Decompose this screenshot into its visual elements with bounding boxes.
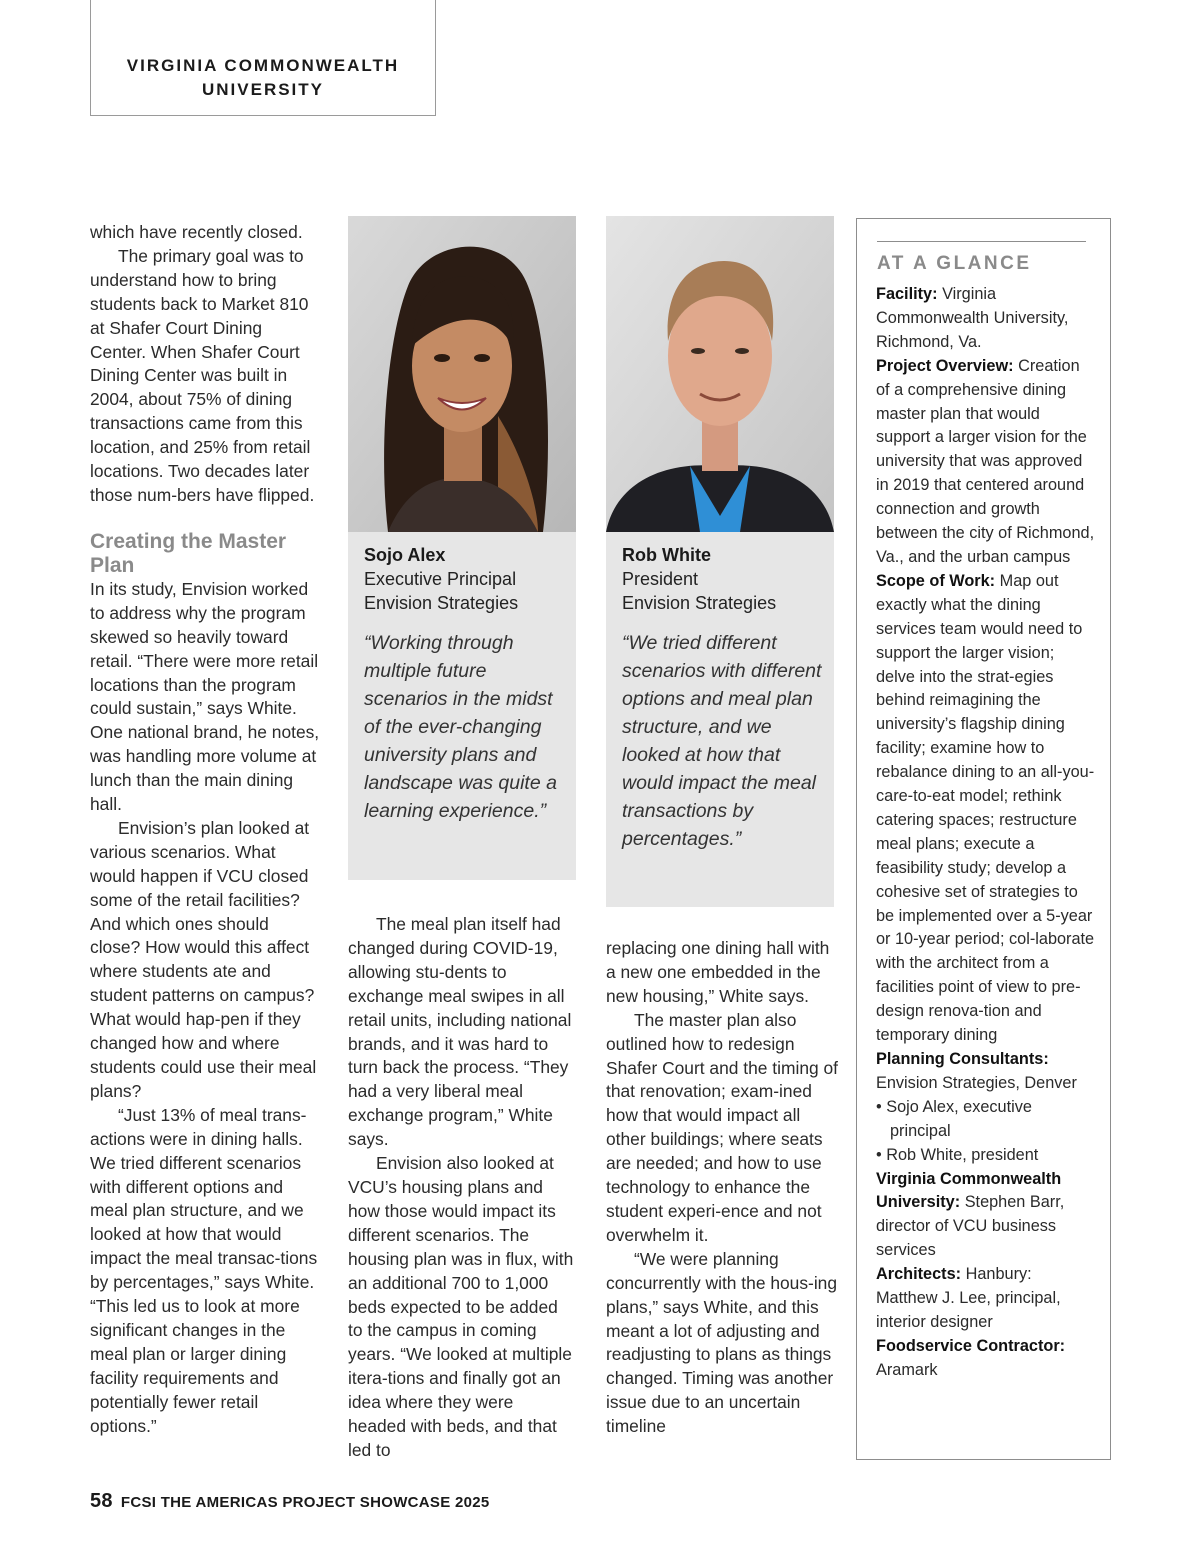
col2-paragraph-1: The meal plan itself had changed during COVID-19, allowing stu-dents to exchange meal swipes in all retail units, including national brands, and it was hard to turn back the process. “They had a very liberal meal exchange program,” White says. (348, 914, 572, 1150)
glance-divider (877, 241, 1086, 242)
article-column-2 (348, 913, 574, 1463)
col1-paragraph-3: In its study, Envision worked to address why the program skewed so heavily toward retail. “There were more retail locations than the program could sustain,” says White. One national brand, he notes, was handling more volume at lunch than the main dining hall. (90, 578, 320, 815)
col1-paragraph-4: Envision’s plan looked at various scenarios. What would happen if VCU closed some of the retail facilities? And which ones should close? How would this affect where students ate and student patterns on campus? What would hap-pen if they changed how and where students could use their meal plans? (90, 817, 317, 1101)
glance-label: Scope of Work: (876, 571, 996, 590)
profile-company: Envision Strategies (622, 593, 777, 613)
profile-company: Envision Strategies (364, 593, 519, 613)
glance-consultants (876, 1048, 1096, 1096)
glance-facility (876, 283, 1096, 355)
glance-scope (876, 570, 1096, 1048)
col1-paragraph-5: “Just 13% of meal trans-actions were in dining halls. We tried different scenarios with different options and meal plan structure, and we looked at how that would impact the meal transac-tions by percentages,” says White. “This led us to look at more significant changes in the meal plan or larger dining facility requirements and potentially fewer retail options.” (90, 1104, 318, 1436)
glance-body (876, 283, 1096, 1383)
section-header-box (90, 0, 436, 116)
page-number: 58 (90, 1490, 113, 1512)
publication-name: FCSI THE AMERICAS PROJECT SHOWCASE 2025 (120, 1494, 490, 1511)
glance-contractor (876, 1335, 1096, 1383)
article-column-1 (90, 221, 322, 1439)
list-item: • Sojo Alex, executive principal (876, 1097, 1032, 1140)
glance-label: Project Overview: (876, 356, 1014, 375)
institution-name (91, 54, 435, 102)
col3-paragraph-3: “We were planning concurrently with the hous-ing plans,” says White, and this meant a lot of adjusting and readjusting to plans as things changed. Timing was another issue due to an uncertain timeline (606, 1248, 838, 1437)
page-footer (90, 1490, 490, 1513)
institution-name-line1: VIRGINIA COMMONWEALTH (126, 56, 400, 75)
profile-card-sojo-alex (348, 216, 576, 880)
glance-value: Aramark (876, 1360, 938, 1379)
col1-paragraph-1: which have recently closed. (90, 222, 303, 242)
glance-label: Planning Consultants: (876, 1050, 1049, 1068)
portrait-photo-rob-white (606, 216, 834, 532)
profile-title: President (622, 569, 699, 589)
glance-title: AT A GLANCE (877, 253, 1032, 274)
list-item: • Rob White, president (876, 1145, 1039, 1164)
glance-label: Virginia Commonwealth University: (876, 1169, 1062, 1212)
glance-vcu (876, 1168, 1096, 1264)
glance-architects (876, 1263, 1096, 1335)
section-subheading: Creating the Master Plan (90, 529, 287, 577)
glance-label: Foodservice Contractor: (876, 1336, 1066, 1355)
glance-value: Virginia Commonwealth University, Richmond, Va. (876, 285, 1069, 351)
glance-value: Creation of a comprehensive dining master plan that would support a larger vision for the university that was approved in 2019 that centered around connection and growth between the city of Richmond, Va., and the urban campus (876, 356, 1095, 566)
col3-paragraph-2: The master plan also outlined how to redesign Shafer Court and the timing of that renovation; exam-ined how that would impact all other buildings; where seats are needed; and how to use technology to enhance the student experi-ence and not overwhelm it. (606, 1009, 839, 1245)
portrait-photo-sojo-alex (348, 216, 576, 532)
col3-paragraph-1: replacing one dining hall with a new one embedded in the new housing,” White says. (606, 938, 830, 1006)
glance-value: Map out exactly what the dining services team would need to support the larger vision; delve into the strat-egies behind reimagining the university’s flagship dining facility; examine how to rebalance dining to an all-you-care-to-eat model; rethink catering spaces; restructure meal plans; execute a feasibility study; develop a cohesive set of strategies to be implemented over a 5-year or 10-year period; col-laborate with the architect from a facilities point of view to pre-design renova-tion and temporary dining (876, 571, 1095, 1045)
pull-quote: “Working through multiple future scenarios in the midst of the ever-changing university plans and landscape was quite a learning experience.” (364, 632, 557, 822)
col1-paragraph-2: The primary goal was to understand how to bring students back to Market 810 at Shafer Court Dining Center. When Shafer Court Dining Center was built in 2004, about 75% of dining transactions came from this location, and 25% from retail locations. Two decades later those num-bers have flipped. (90, 245, 315, 505)
glance-value: Hanbury: Matthew J. Lee, principal, interior designer (876, 1265, 1061, 1331)
pull-quote: “We tried different scenarios with different options and meal plan structure, and we looked at how that would impact the meal transactions by percentages.” (622, 632, 822, 850)
glance-value: Stephen Barr, director of VCU business services (876, 1193, 1065, 1260)
at-a-glance-box (856, 218, 1111, 1460)
glance-overview (876, 355, 1096, 570)
glance-label: Facility: (876, 285, 938, 303)
institution-name-line2: UNIVERSITY (201, 80, 325, 99)
profile-name: Rob White (622, 545, 711, 565)
profile-title: Executive Principal (364, 569, 517, 589)
glance-label: Architects: (876, 1265, 962, 1284)
glance-value: Envision Strategies, Denver (876, 1073, 1077, 1092)
consultants-list (876, 1096, 1096, 1168)
article-column-3 (606, 937, 838, 1439)
col2-paragraph-2: Envision also looked at VCU’s housing plans and how those would impact its different scenarios. The housing plan was in flux, with an additional 700 to 1,000 beds expected to be added to the campus in coming years. “We looked at multiple itera-tions and finally got an idea where they were headed with beds, and that led to (348, 1153, 574, 1460)
profile-name: Sojo Alex (364, 545, 446, 565)
profile-card-rob-white (606, 216, 834, 907)
